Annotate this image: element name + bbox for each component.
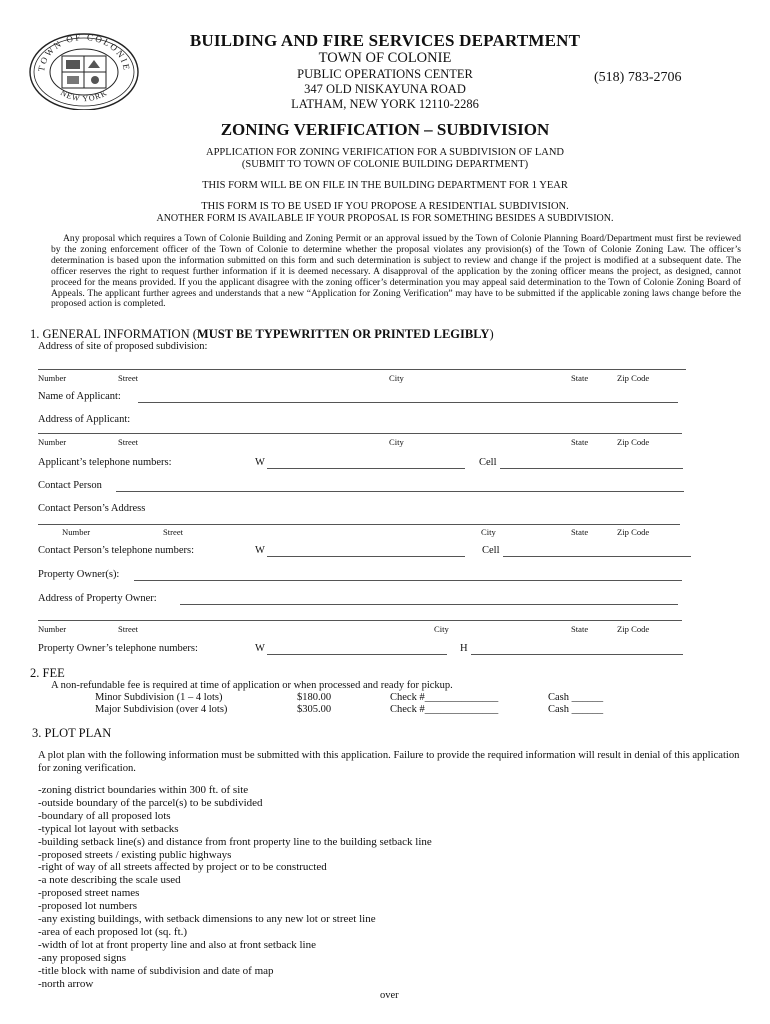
contact-phone-label: Contact Person’s telephone numbers:: [38, 545, 195, 556]
file-note: THIS FORM WILL BE ON FILE IN THE BUILDING DEPARTMENT FOR 1 YEAR: [202, 180, 568, 191]
intro-first-line: Any proposal which requires a Town of Colonie Building and Zoning Permit or an approval issued by the Town of Colonie Planning: [63, 233, 578, 244]
owner-address-line-2[interactable]: [38, 620, 682, 621]
owner-address-label: Address of Property Owner:: [38, 593, 157, 604]
list-item: -right of way of all streets affected by project or to be constructed: [38, 861, 327, 874]
number-caption: Number: [38, 624, 67, 634]
list-item: -typical lot layout with setbacks: [38, 822, 179, 835]
owner-work-phone-field[interactable]: [267, 654, 447, 655]
street-caption: Street: [118, 437, 139, 447]
list-item: -width of lot at front property line and also at front setback line: [38, 938, 316, 951]
state-caption: State: [571, 624, 589, 634]
fee-note: A non-refundable fee is required at time of application or when processed and ready for pickup.: [51, 680, 453, 691]
minor-check-field[interactable]: Check #______________: [390, 692, 499, 703]
zip-caption: Zip Code: [617, 437, 650, 447]
form-title: ZONING VERIFICATION – SUBDIVISION: [220, 120, 550, 139]
major-subdivision-fee: $305.00: [297, 704, 332, 715]
contact-address-label: Contact Person’s Address: [38, 503, 146, 514]
department-title: BUILDING AND FIRE SERVICES DEPARTMENT: [189, 31, 581, 50]
work-phone-prefix: W: [255, 643, 265, 654]
phone-number: (518) 783-2706: [594, 70, 682, 85]
intro-paragraph: [51, 234, 741, 310]
city-caption: City: [389, 373, 404, 383]
owner-phone-label: Property Owner’s telephone numbers:: [38, 643, 198, 654]
number-caption: Number: [38, 437, 67, 447]
owner-address-field[interactable]: [180, 604, 678, 605]
major-check-field[interactable]: Check #______________: [390, 704, 499, 715]
city-caption: City: [434, 624, 449, 634]
site-address-field[interactable]: [38, 369, 686, 370]
street-caption: Street: [118, 373, 139, 383]
state-caption: State: [571, 527, 589, 537]
applicant-phone-label: Applicant’s telephone numbers:: [38, 457, 172, 468]
number-caption: Number: [62, 527, 91, 537]
property-owners-field[interactable]: [134, 580, 682, 581]
zip-caption: Zip Code: [617, 373, 650, 383]
contact-cell-phone-field[interactable]: [503, 556, 691, 557]
work-phone-prefix: W: [255, 545, 265, 556]
property-owners-label: Property Owner(s):: [38, 569, 120, 580]
applicant-address-field[interactable]: [38, 433, 682, 434]
list-item: -proposed lot numbers: [38, 900, 137, 913]
zip-caption: Zip Code: [617, 527, 650, 537]
list-item: -area of each proposed lot (sq. ft.): [38, 925, 188, 938]
applicant-cell-phone-field[interactable]: [500, 468, 683, 469]
section-3-heading: 3. PLOT PLAN: [32, 726, 112, 740]
applicant-work-phone-field[interactable]: [267, 468, 465, 469]
applicant-name-label: Name of Applicant:: [38, 391, 121, 402]
over-note: over: [380, 990, 399, 1001]
list-item: -outside boundary of the parcel(s) to be subdivided: [38, 796, 263, 809]
city-address: LATHAM, NEW YORK 12110-2286: [291, 97, 479, 111]
contact-person-label: Contact Person: [38, 480, 102, 491]
center-name: PUBLIC OPERATIONS CENTER: [297, 67, 473, 81]
minor-cash-field[interactable]: Cash ______: [548, 692, 604, 703]
work-phone-prefix: W: [255, 457, 265, 468]
list-item: -proposed street names: [38, 887, 140, 900]
seal-top-text: TOWN OF COLONIE: [35, 31, 133, 73]
seal-bottom-text: NEW YORK: [58, 88, 110, 104]
town-name: TOWN OF COLONIE: [318, 50, 452, 66]
form-submit-note: (SUBMIT TO TOWN OF COLONIE BUILDING DEPARTMENT): [241, 159, 529, 170]
contact-work-phone-field[interactable]: [267, 556, 465, 557]
section-2-heading: 2. FEE: [30, 666, 65, 680]
contact-person-field[interactable]: [116, 491, 684, 492]
road-address: 347 OLD NISKAYUNA ROAD: [304, 82, 466, 96]
city-caption: City: [389, 437, 404, 447]
street-caption: Street: [118, 624, 139, 634]
minor-subdivision-label: Minor Subdivision (1 – 4 lots): [95, 692, 223, 703]
home-phone-prefix: H: [460, 643, 468, 654]
other-form-note: ANOTHER FORM IS AVAILABLE IF YOUR PROPOSAL IS FOR SOMETHING BESIDES A SUBDIVISION.: [156, 213, 614, 224]
list-item: -any existing buildings, with setback dimensions to any new lot or street line: [38, 913, 376, 926]
major-subdivision-label: Major Subdivision (over 4 lots): [95, 704, 228, 715]
intro-rest: Board/Department must first be reviewed by the zoning enforcement officer of the Town of Colonie to determine whether the proposal violates any provision(s) of the Town of Colonie Zoning Law. The officer’s determination is based upon the information submitted on this form and such determination is subject to review and change if the project is modified at a subsequent date. The officer reserves the right to request further information if it is deemed necessary. A disapproval of the application by the zoning officer means the project, as designed, cannot proceed for the means provided. If you the applicant disagree with the zoning officer’s determination you may appeal said determination to the Town of Colonie Zoning Board of Appeals. The applicant further agrees and understands that a new “Application for Zoning Verification” may have to be submitted if the applicable zoning laws change before the proposed action is completed.: [51, 233, 741, 310]
street-caption: Street: [163, 527, 184, 537]
list-item: -proposed streets / existing public highways: [38, 848, 232, 861]
cell-phone-prefix: Cell: [479, 457, 497, 468]
list-item: -title block with name of subdivision and date of map: [38, 964, 274, 977]
number-caption: Number: [38, 373, 67, 383]
owner-home-phone-field[interactable]: [471, 654, 683, 655]
state-caption: State: [571, 437, 589, 447]
list-item: -boundary of all proposed lots: [38, 809, 171, 822]
list-item: -building setback line(s) and distance from front property line to the building setback line: [38, 835, 432, 848]
site-address-label: Address of site of proposed subdivision:: [38, 341, 208, 352]
list-item: -north arrow: [38, 977, 94, 990]
use-note: THIS FORM IS TO BE USED IF YOU PROPOSE A RESIDENTIAL SUBDIVISION.: [201, 201, 569, 212]
applicant-address-label: Address of Applicant:: [38, 414, 131, 425]
cell-phone-prefix: Cell: [482, 545, 500, 556]
minor-subdivision-fee: $180.00: [297, 692, 332, 703]
state-caption: State: [571, 373, 589, 383]
applicant-name-field[interactable]: [138, 402, 678, 403]
form-subtitle: APPLICATION FOR ZONING VERIFICATION FOR A SUBDIVISION OF LAND: [206, 147, 564, 158]
major-cash-field[interactable]: Cash ______: [548, 704, 604, 715]
zip-caption: Zip Code: [617, 624, 650, 634]
section-1-heading: 1. GENERAL INFORMATION (MUST BE TYPEWRITTEN OR PRINTED LEGIBLY): [30, 327, 494, 341]
city-caption: City: [481, 527, 496, 537]
contact-address-field[interactable]: [38, 524, 680, 525]
list-item: -zoning district boundaries within 300 ft. of site: [38, 784, 249, 796]
list-item: -any proposed signs: [38, 951, 126, 964]
plot-plan-requirements: [38, 784, 432, 991]
list-item: -a note describing the scale used: [38, 874, 181, 887]
plot-plan-intro: A plot plan with the following information must be submitted with this application. Failure to provide the required information will result in denial of this application for zoning verification.: [38, 750, 740, 774]
